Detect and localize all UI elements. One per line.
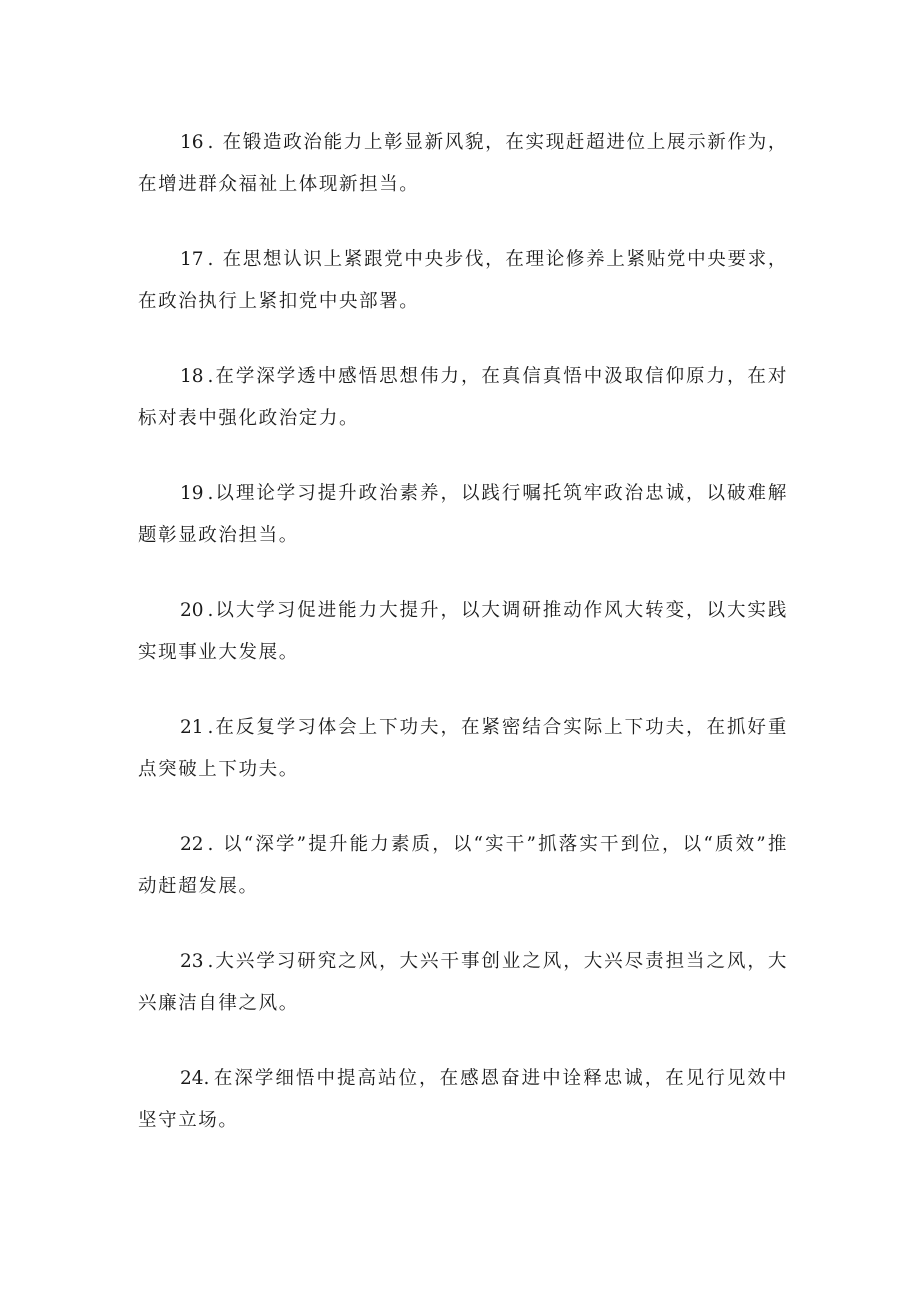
item-text: 在深学细悟中提高站位，在感恩奋进中诠释忠诚，在见行见效中坚守立场。 xyxy=(138,1068,788,1131)
item-number: 24. xyxy=(180,1068,210,1089)
numbered-list xyxy=(138,122,788,1175)
item-text: .在学深学透中感悟思想伟力，在真信真悟中汲取信仰原力，在对标对表中强化政治定力。 xyxy=(138,366,788,429)
item-text: .以理论学习提升政治素养，以践行嘱托筑牢政治忠诚，以破难解题彰显政治担当。 xyxy=(138,483,788,546)
item-text: .在反复学习体会上下功夫，在紧密结合实际上下功夫，在抓好重点突破上下功夫。 xyxy=(138,717,788,780)
list-item xyxy=(138,707,788,791)
list-item xyxy=(138,941,788,1025)
item-text: .以大学习促进能力大提升，以大调研推动作风大转变，以大实践实现事业大发展。 xyxy=(138,600,788,663)
list-item xyxy=(138,239,788,323)
list-item xyxy=(138,356,788,440)
list-item xyxy=(138,824,788,908)
item-number: 16 xyxy=(180,132,204,153)
list-item xyxy=(138,122,788,206)
list-item xyxy=(138,473,788,557)
list-item xyxy=(138,590,788,674)
list-item xyxy=(138,1058,788,1142)
item-text: . 在思想认识上紧跟党中央步伐，在理论修养上紧贴党中央要求，在政治执行上紧扣党中央部署。 xyxy=(138,249,788,312)
item-number: 20 xyxy=(180,600,204,621)
item-text: . 在锻造政治能力上彰显新风貌，在实现赶超进位上展示新作为，在增进群众福祉上体现新担当。 xyxy=(138,132,788,195)
item-text: .大兴学习研究之风，大兴干事创业之风，大兴尽责担当之风，大兴廉洁自律之风。 xyxy=(138,951,788,1014)
item-number: 23 xyxy=(180,951,204,972)
item-number: 18 xyxy=(180,366,204,387)
item-number: 19 xyxy=(180,483,204,504)
item-number: 17 xyxy=(180,249,204,270)
item-number: 22 xyxy=(180,834,204,855)
item-text: . 以“深学”提升能力素质，以“实干”抓落实干到位，以“质效”推动赶超发展。 xyxy=(138,834,788,897)
item-number: 21 xyxy=(180,717,204,738)
